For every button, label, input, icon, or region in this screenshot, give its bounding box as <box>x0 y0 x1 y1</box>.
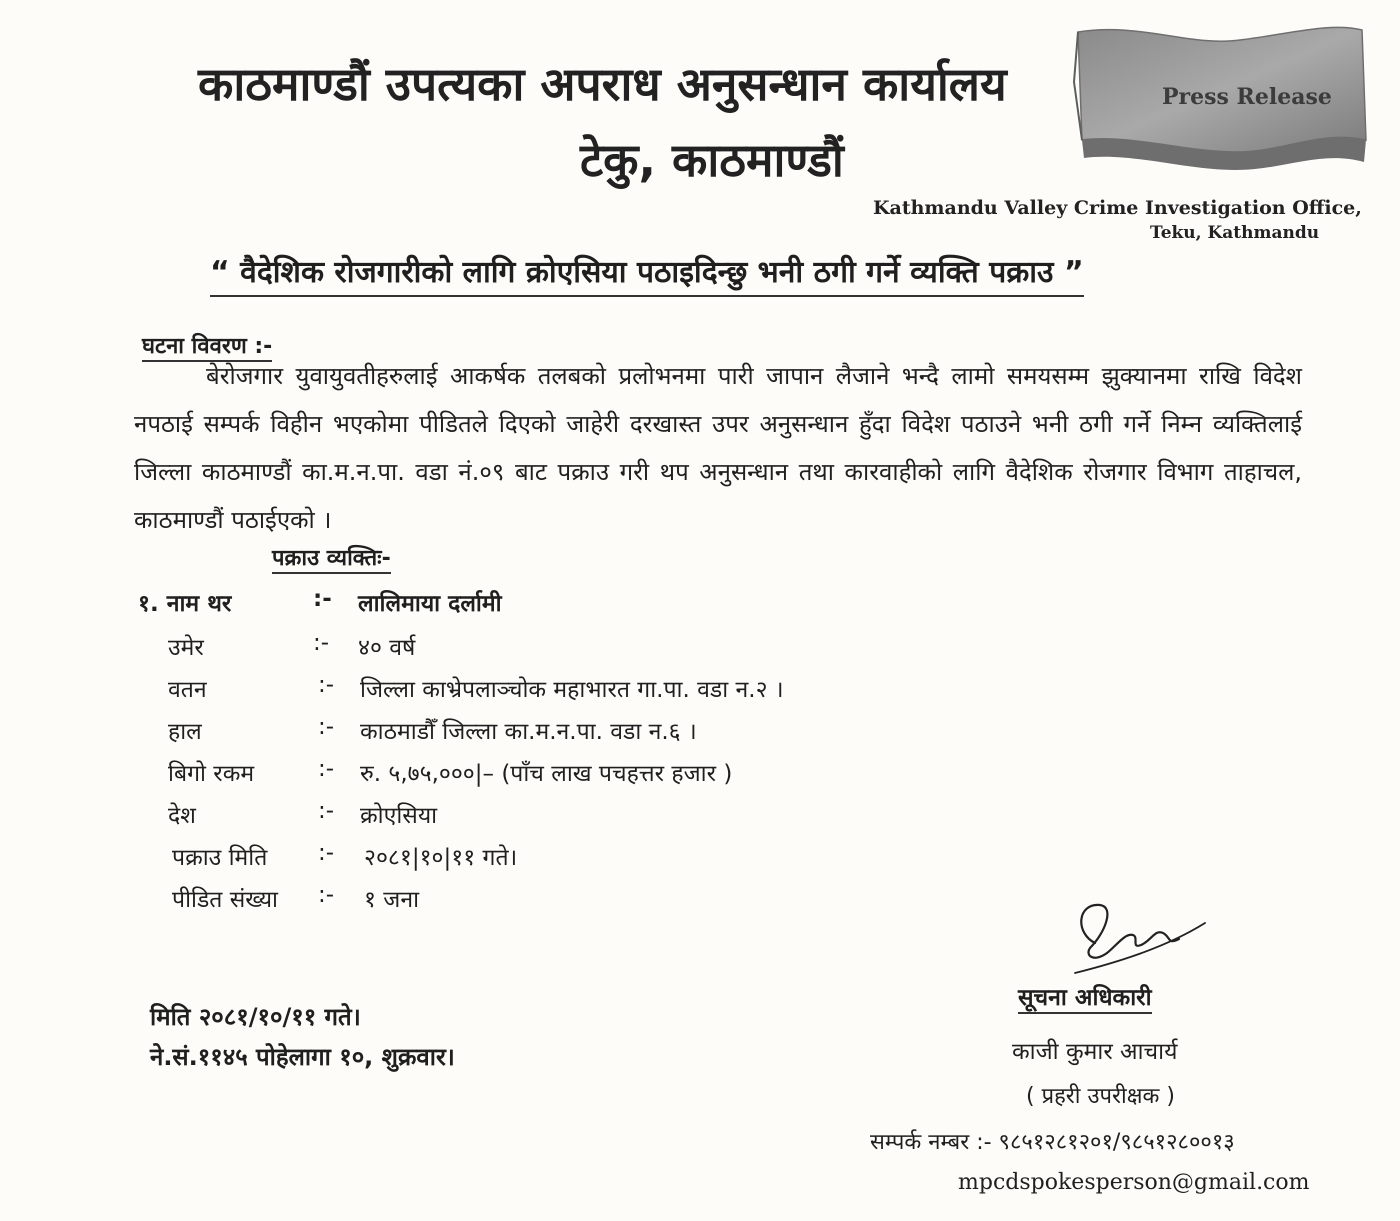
detail-separator: :- <box>318 840 335 866</box>
headline: “ वैदेशिक रोजगारीको लागि क्रोएसिया पठाइदिन्छु भनी ठगी गर्ने व्यक्ति पक्राउ ” <box>210 250 1084 297</box>
incident-description: बेरोजगार युवायुवतीहरुलाई आकर्षक तलबको प्रलोभनमा पारी जापान लैजाने भन्दै लामो समयसम्म झुक्यानमा राखि विदेश नपठाई सम्पर्क विहीन भएकोमा पीडितले दिएको जाहेरी दरखास्त उपर अनुसन्धान हुँदा विदेश पठाउने भनी ठगी गर्ने निम्न व्यक्तिलाई जिल्ला काठमाण्डौं का.म.न.पा. वडा नं.०९ बाट पक्राउ गरी थप अनुसन्धान तथा कारवाहीको लागि वैदेशिक रोजगार विभाग ताहाचल, काठमाण्डौं पठाईएको । <box>134 362 1302 534</box>
detail-label: १. नाम थर <box>138 591 232 617</box>
detail-value: काठमाडौँ जिल्ला का.म.न.पा. वडा न.६ । <box>360 719 697 745</box>
detail-label: उमेर <box>168 635 204 661</box>
detail-value: रु. ५,७५,०००|– (पाँच लाख पचहत्तर हजार ) <box>360 761 733 787</box>
detail-separator: :- <box>318 882 335 908</box>
office-name-english: Kathmandu Valley Crime Investigation Office, <box>873 197 1362 219</box>
release-date: मिति २०८१/१०/११ गते। <box>150 1003 361 1031</box>
office-location-nepali: टेकु, काठमाण्डौं <box>580 133 844 187</box>
detail-value: जिल्ला काभ्रेपलाञ्चोक महाभारत गा.पा. वडा न.२ । <box>360 677 784 703</box>
detail-label: पीडित संख्या <box>172 887 279 913</box>
detail-label: पक्राउ मिति <box>172 845 268 871</box>
office-city-english: Teku, Kathmandu <box>1150 223 1320 243</box>
signature <box>1055 893 1215 978</box>
arrested-person-heading: पक्राउ व्यक्तिः- <box>272 542 391 574</box>
press-release-label: Press Release <box>1162 84 1332 110</box>
detail-separator: :- <box>313 586 332 612</box>
detail-separator: :- <box>313 630 330 656</box>
contact-number: सम्पर्क नम्बर :- ९८५१२८१२०१/९८५१२८००१३ <box>870 1130 1235 1155</box>
contact-email: mpcdspokesperson@gmail.com <box>958 1170 1310 1195</box>
detail-value: १ जना <box>364 887 420 913</box>
detail-value: क्रोएसिया <box>360 803 438 829</box>
nepal-sambat-date: ने.सं.११४५ पोहेलागा १०, शुक्रवार। <box>150 1043 455 1071</box>
office-title-nepali: काठमाण्डौं उपत्यका अपराध अनुसन्धान कार्यालय <box>198 57 1007 111</box>
officer-name: काजी कुमार आचार्य <box>1012 1039 1178 1065</box>
detail-separator: :- <box>318 714 335 740</box>
detail-label: वतन <box>168 677 207 703</box>
detail-value: २०८१|१०|११ गते। <box>364 845 518 871</box>
detail-separator: :- <box>318 798 335 824</box>
officer-rank: ( प्रहरी उपरीक्षक ) <box>1026 1084 1175 1109</box>
detail-separator: :- <box>318 672 335 698</box>
detail-separator: :- <box>318 756 335 782</box>
detail-value: लालिमाया दर्लामी <box>358 591 502 617</box>
officer-title: सूचना अधिकारी <box>1018 980 1152 1014</box>
detail-label: बिगो रकम <box>168 761 255 787</box>
detail-value: ४० वर्ष <box>358 635 416 661</box>
incident-section-title: घटना विवरण :- <box>142 330 272 362</box>
detail-label: हाल <box>168 719 202 745</box>
detail-label: देश <box>168 803 196 829</box>
